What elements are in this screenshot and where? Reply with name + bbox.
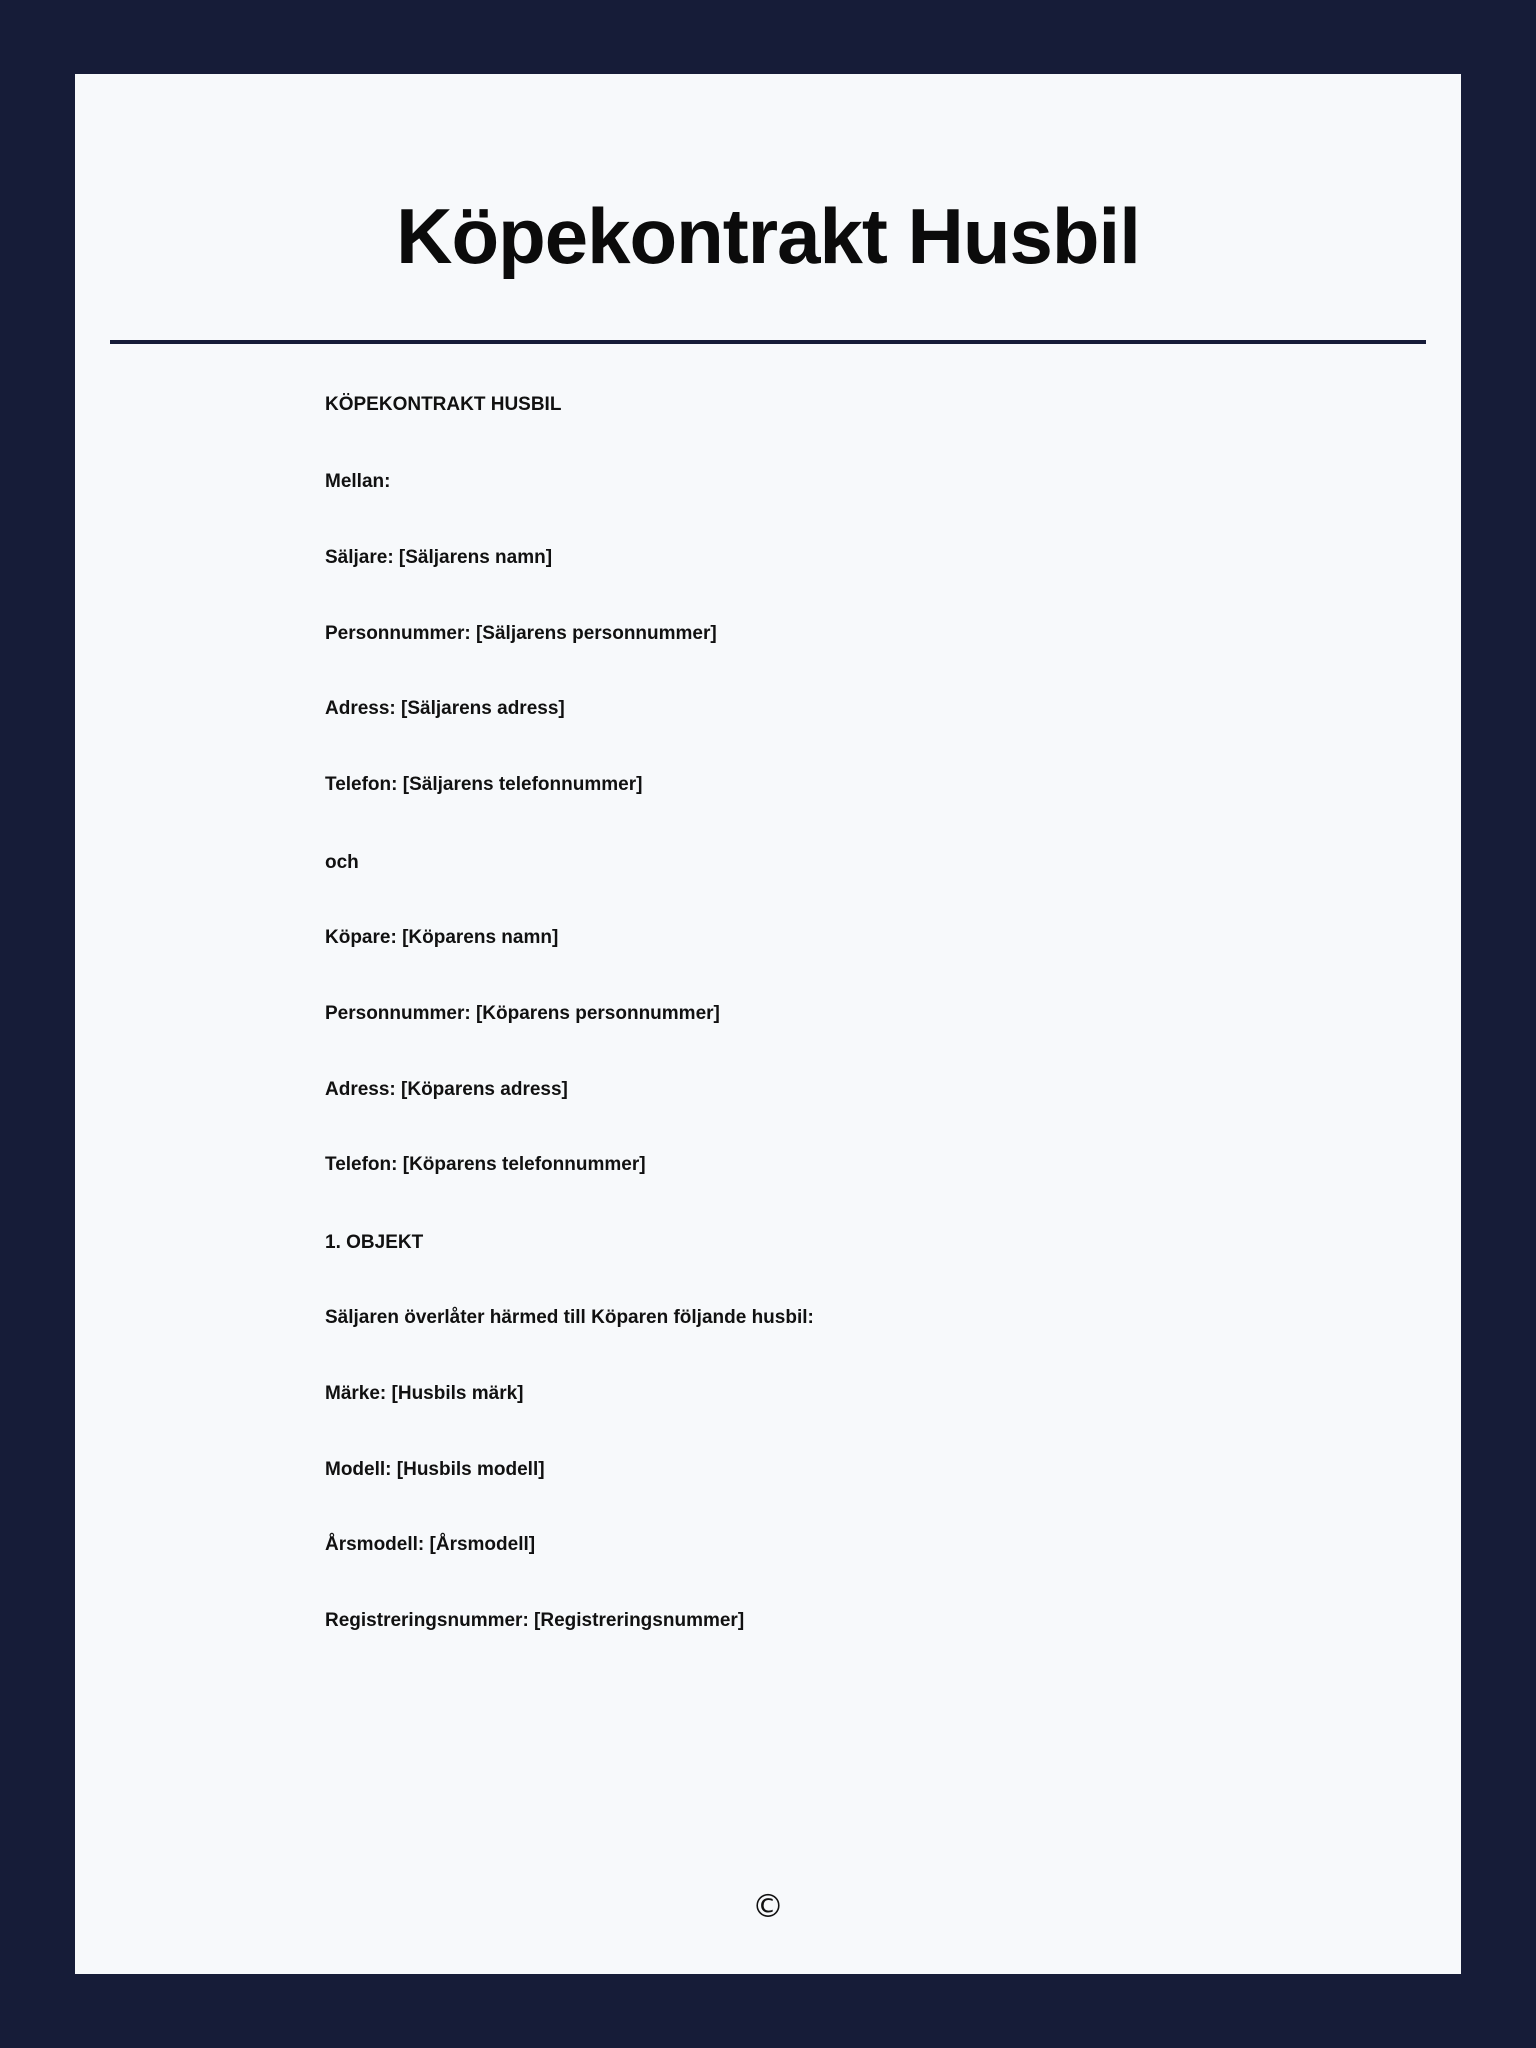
title-area bbox=[75, 74, 1461, 280]
paragraph-buyer-phone: Telefon: [Köparens telefonnummer] bbox=[325, 1154, 646, 1176]
paragraph-buyer-name: Köpare: [Köparens namn] bbox=[325, 927, 559, 949]
paragraph-vehicle-make: Märke: [Husbils märk] bbox=[325, 1383, 524, 1405]
page-title: Köpekontrakt Husbil bbox=[396, 192, 1140, 280]
paragraph-buyer-address: Adress: [Köparens adress] bbox=[325, 1078, 568, 1100]
paragraph-transfer-statement: Säljaren överlåter härmed till Köparen följande husbil: bbox=[325, 1307, 814, 1329]
paragraph-mellan: Mellan: bbox=[325, 471, 391, 493]
paragraph-buyer-personnummer: Personnummer: [Köparens personnummer] bbox=[325, 1002, 720, 1024]
section-heading-objekt: 1. OBJEKT bbox=[325, 1231, 424, 1253]
paragraph-vehicle-year: Årsmodell: [Årsmodell] bbox=[325, 1534, 536, 1556]
paragraph-vehicle-registration: Registreringsnummer: [Registreringsnummer] bbox=[325, 1610, 745, 1632]
paragraph-vehicle-model: Modell: [Husbils modell] bbox=[325, 1458, 545, 1480]
document-heading: KÖPEKONTRAKT HUSBIL bbox=[325, 393, 562, 415]
document-body bbox=[75, 344, 1461, 1634]
paragraph-seller-personnummer: Personnummer: [Säljarens personnummer] bbox=[325, 622, 717, 644]
paragraph-seller-phone: Telefon: [Säljarens telefonnummer] bbox=[325, 774, 643, 795]
document-page bbox=[75, 74, 1461, 1974]
copyright-icon: © bbox=[752, 1887, 784, 1925]
page-footer bbox=[75, 1887, 1461, 1925]
paragraph-seller-address: Adress: [Säljarens adress] bbox=[325, 698, 565, 720]
paragraph-seller-name: Säljare: [Säljarens namn] bbox=[325, 547, 553, 569]
paragraph-och: och bbox=[325, 851, 359, 873]
